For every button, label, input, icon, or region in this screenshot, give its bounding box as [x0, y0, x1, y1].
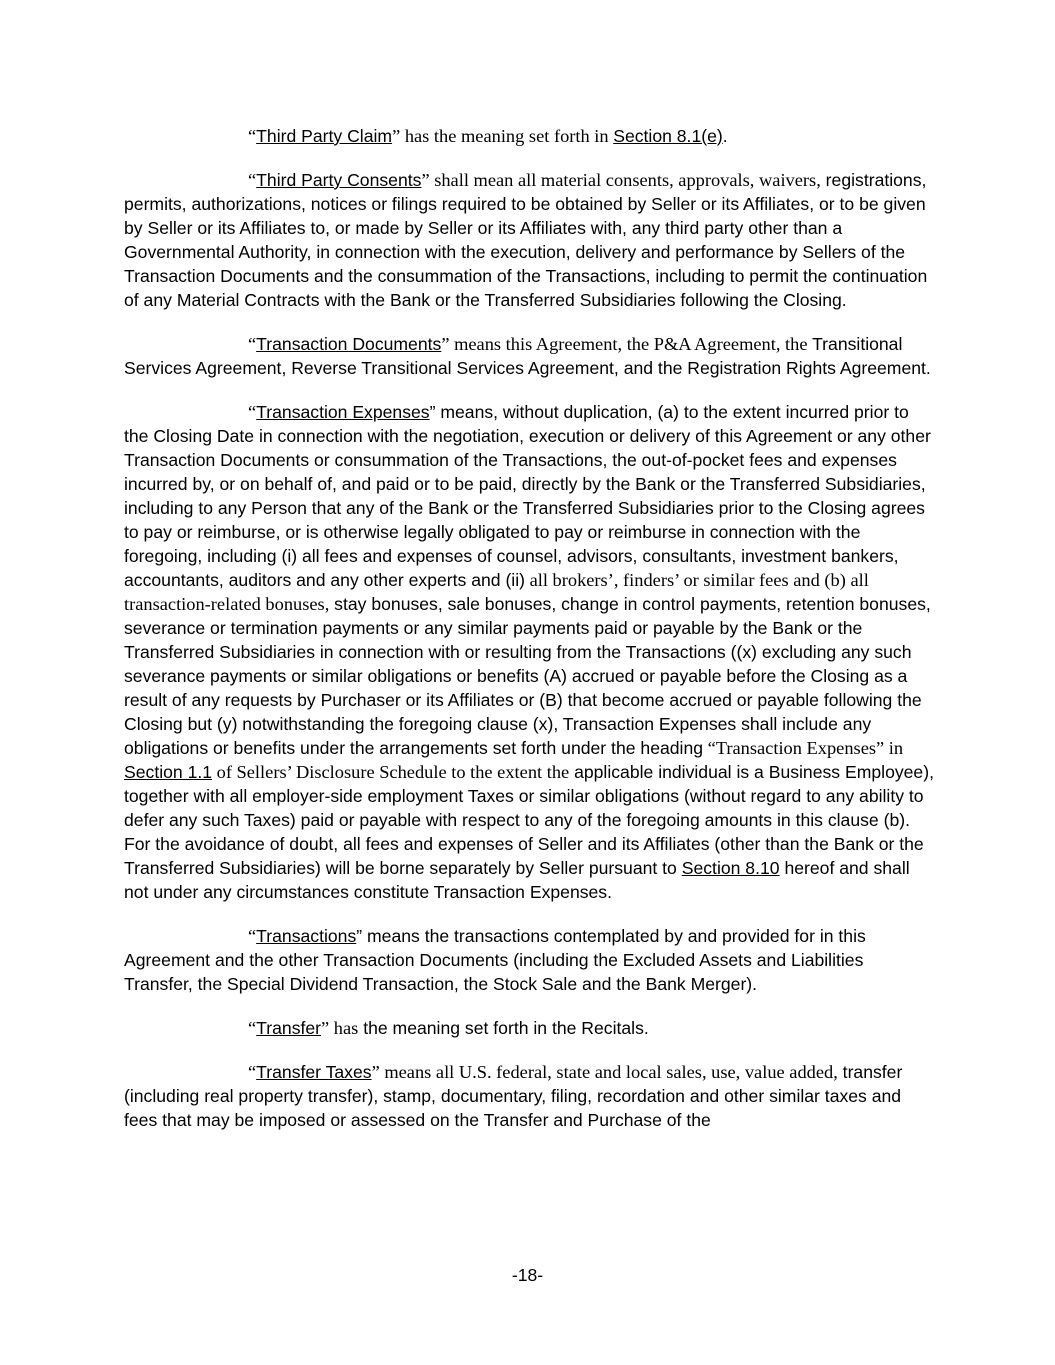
definition-third-party-claim: “Third Party Claim” has the meaning set forth in Section 8.1(e). [248, 126, 728, 146]
defined-term: Third Party Consents [256, 170, 422, 190]
defined-term: Transfer [256, 1018, 322, 1038]
definition-transfer: “Transfer” has the meaning set forth in the Recitals. [248, 1018, 649, 1038]
defined-term: Third Party Claim [256, 126, 393, 146]
defined-term: Transactions [256, 926, 357, 946]
definition-transactions: “Transactions” means the transactions contemplated by and provided for in this Agreement and the other Transaction Documents (including the Excluded Assets and Liabilities Transfer, the Special Dividend Transaction, the Stock Sale and the Bank Merger). [124, 926, 866, 994]
section-reference: Section 8.1(e) [613, 126, 723, 146]
definition-third-party-consents: “Third Party Consents” shall mean all material consents, approvals, waivers, registrations, permits, authorizations, notices or filings required to be obtained by Seller or its Affiliates, or to be given by Seller or its Affiliates to, or made by Seller or its Affiliates with, any third party other than a Governmental Authority, in connection with the execution, delivery and performance by Sellers of the Transaction Documents and the consummation of the Transactions, including to permit the continuation of any Material Contracts with the Bank or the Transferred Subsidiaries following the Closing. [124, 170, 928, 310]
defined-term: Transfer Taxes [256, 1062, 372, 1082]
defined-term: Transaction Documents [256, 334, 442, 354]
definition-transfer-taxes: “Transfer Taxes” means all U.S. federal, state and local sales, use, value added, transfer (including real property transfer), stamp, documentary, filing, recordation and other similar taxes and fees that may be imposed or assessed on the Transfer and Purchase of the [124, 1062, 903, 1130]
document-page [124, 124, 936, 1152]
page-number: -18- [511, 1265, 544, 1285]
defined-term: Transaction Expenses [256, 402, 430, 422]
definition-transaction-expenses: “Transaction Expenses” means, without duplication, (a) to the extent incurred prior to the Closing Date in connection with the negotiation, execution or delivery of this Agreement or any other Transaction Documents or consummation of the Transactions, the out-of-pocket fees and expenses incurred by, or on behalf of, and paid or to be paid, directly by the Bank or the Transferred Subsidiaries, including to any Person that any of the Bank or the Transferred Subsidiaries prior to the Closing agrees to pay or reimburse, or is otherwise legally obligated to pay or reimburse in connection with the foregoing, including (i) all fees and expenses of counsel, advisors, consultants, investment bankers, accountants, auditors and any other experts and (ii) all brokers’, finders’ or similar fees and (b) all transaction-related bonuses, stay bonuses, sale bonuses, change in control payments, retention bonuses, severance or termination payments or any similar payments paid or payable by the Bank or the Transferred Subsidiaries in connection with or resulting from the Transactions ((x) excluding any such severance payments or similar obligations or benefits (A) accrued or payable before the Closing as a result of any requests by Purchaser or its Affiliates or (B) that become accrued or payable following the Closing but (y) notwithstanding the foregoing clause (x), Transaction Expenses shall include any obligations or benefits under the arrangements set forth under the heading “Transaction Expenses” in Section 1.1 of Sellers’ Disclosure Schedule to the extent the applicable individual is a Business Employee), together with all employer-side employment Taxes or similar obligations (without regard to any ability to defer any such Taxes) paid or payable with respect to any of the foregoing amounts in this clause (b). For the avoidance of doubt, all fees and expenses of Seller and its Affiliates (other than the Bank or the Transferred Subsidiaries) will be borne separately by Seller pursuant to Section 8.10 hereof and shall not under any circumstances constitute Transaction Expenses. [124, 402, 934, 902]
section-reference: Section 1.1 [124, 762, 213, 782]
section-reference: Section 8.10 [681, 858, 780, 878]
definition-transaction-documents: “Transaction Documents” means this Agreement, the P&A Agreement, the Transitional Services Agreement, Reverse Transitional Services Agreement, and the Registration Rights Agreement. [124, 334, 931, 378]
